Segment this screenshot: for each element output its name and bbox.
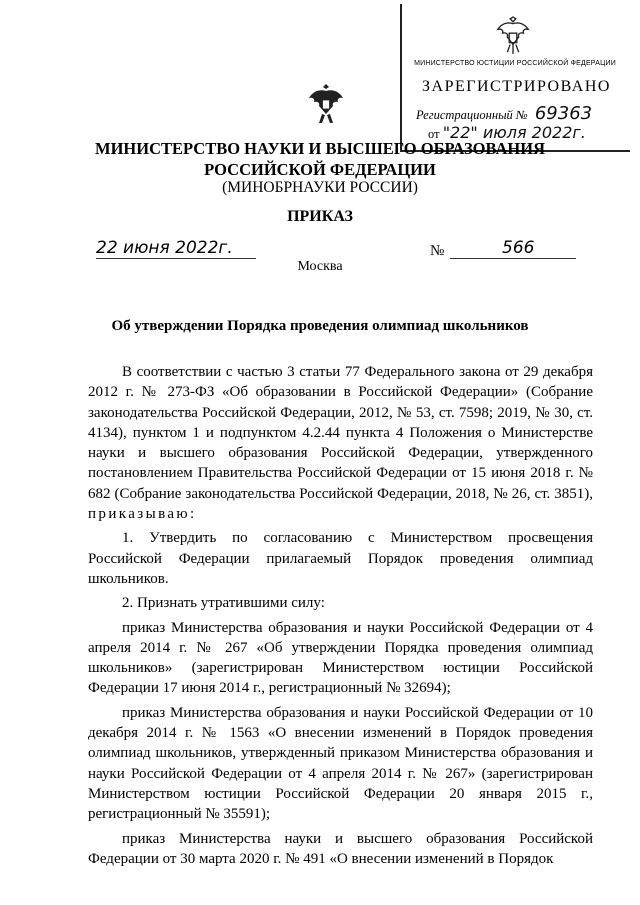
stamp-date-prefix: от	[428, 127, 440, 141]
document-type: ПРИКАЗ	[287, 208, 353, 225]
stamp-reg-number-label: Регистрационный №	[416, 108, 528, 122]
city: Москва	[297, 259, 343, 274]
paragraph-repealed-3: приказ Министерства науки и высшего образования Российской Федерации от 30 марта 2020 г. № 491 «О внесении изменений в Порядок	[88, 830, 593, 867]
stamp-date-handwritten: "22" июля 2022г.	[442, 123, 586, 142]
ministry-short-name: (МИНОБРНАУКИ РОССИИ)	[222, 179, 418, 196]
coat-of-arms-icon	[306, 82, 346, 126]
paragraph-preamble	[88, 362, 593, 524]
command-word: приказываю:	[88, 506, 197, 523]
order-date-handwritten: 22 июня 2022г.	[96, 238, 256, 259]
coat-of-arms-icon	[494, 16, 532, 56]
paragraph-item-1: 1. Утвердить по согласованию с Министерством просвещения Российской Федерации прилагаемый Порядок проведения олимпиад школьников.	[88, 530, 593, 587]
stamp-reg-number-value: 69363	[534, 103, 593, 124]
order-number-label: №	[430, 243, 445, 259]
paragraph-repealed-2: приказ Министерства образования и науки Российской Федерации от 10 декабря 2014 г. № 1563 «О внесении изменений в Порядок проведения олимпиад школьников, утвержденный приказом Министерства образования и науки Российской Федерации от 4 апреля 2014 г. № 267» (зарегистрирован Министерством юстиции Российской Федерации 20 января 2015 г., регистрационный № 35591);	[88, 704, 593, 823]
preamble-text: В соответствии с частью 3 статьи 77 Федерального закона от 29 декабря 2012 г. № 273-ФЗ «Об образовании в Российской Федерации» (Собрание законодательства Российской Федерации, 2012, № 53, ст. 7598; 2019, № 30, ст. 4134), пунктом 1 и подпунктом 4.2.44 пункта 4 Положения о Министерстве науки и высшего образования Российской Федерации, утвержденного постановлением Правительства Российской Федерации от 15 июня 2018 г. № 682 (Собрание законодательства Российской Федерации, 2018, № 26, ст. 3851),	[88, 364, 593, 502]
order-number-handwritten: 566	[450, 238, 576, 259]
stamp-registered-label: ЗАРЕГИСТРИРОВАНО	[422, 78, 611, 95]
paragraph-repealed-1: приказ Министерства образования и науки Российской Федерации от 4 апреля 2014 г. № 267 «Об утверждении Порядка проведения олимпиад школьников» (зарегистрирован Министерством юстиции Российской Федерации 17 июня 2014 г., регистрационный № 32694);	[88, 619, 593, 697]
stamp-reg-number	[416, 103, 592, 124]
ministry-name-line2: РОССИЙСКОЙ ФЕДЕРАЦИИ	[204, 160, 436, 179]
ministry-name-line1: МИНИСТЕРСТВО НАУКИ И ВЫСШЕГО ОБРАЗОВАНИЯ	[95, 139, 545, 158]
document-title: Об утверждении Порядка проведения олимпиад школьников	[111, 318, 529, 334]
document-body	[88, 362, 593, 873]
paragraph-item-2: 2. Признать утратившими силу:	[122, 595, 325, 612]
stamp-ministry-line: МИНИСТЕРСТВО ЮСТИЦИИ РОССИЙСКОЙ ФЕДЕРАЦИИ	[414, 60, 616, 67]
registration-stamp	[400, 4, 630, 152]
